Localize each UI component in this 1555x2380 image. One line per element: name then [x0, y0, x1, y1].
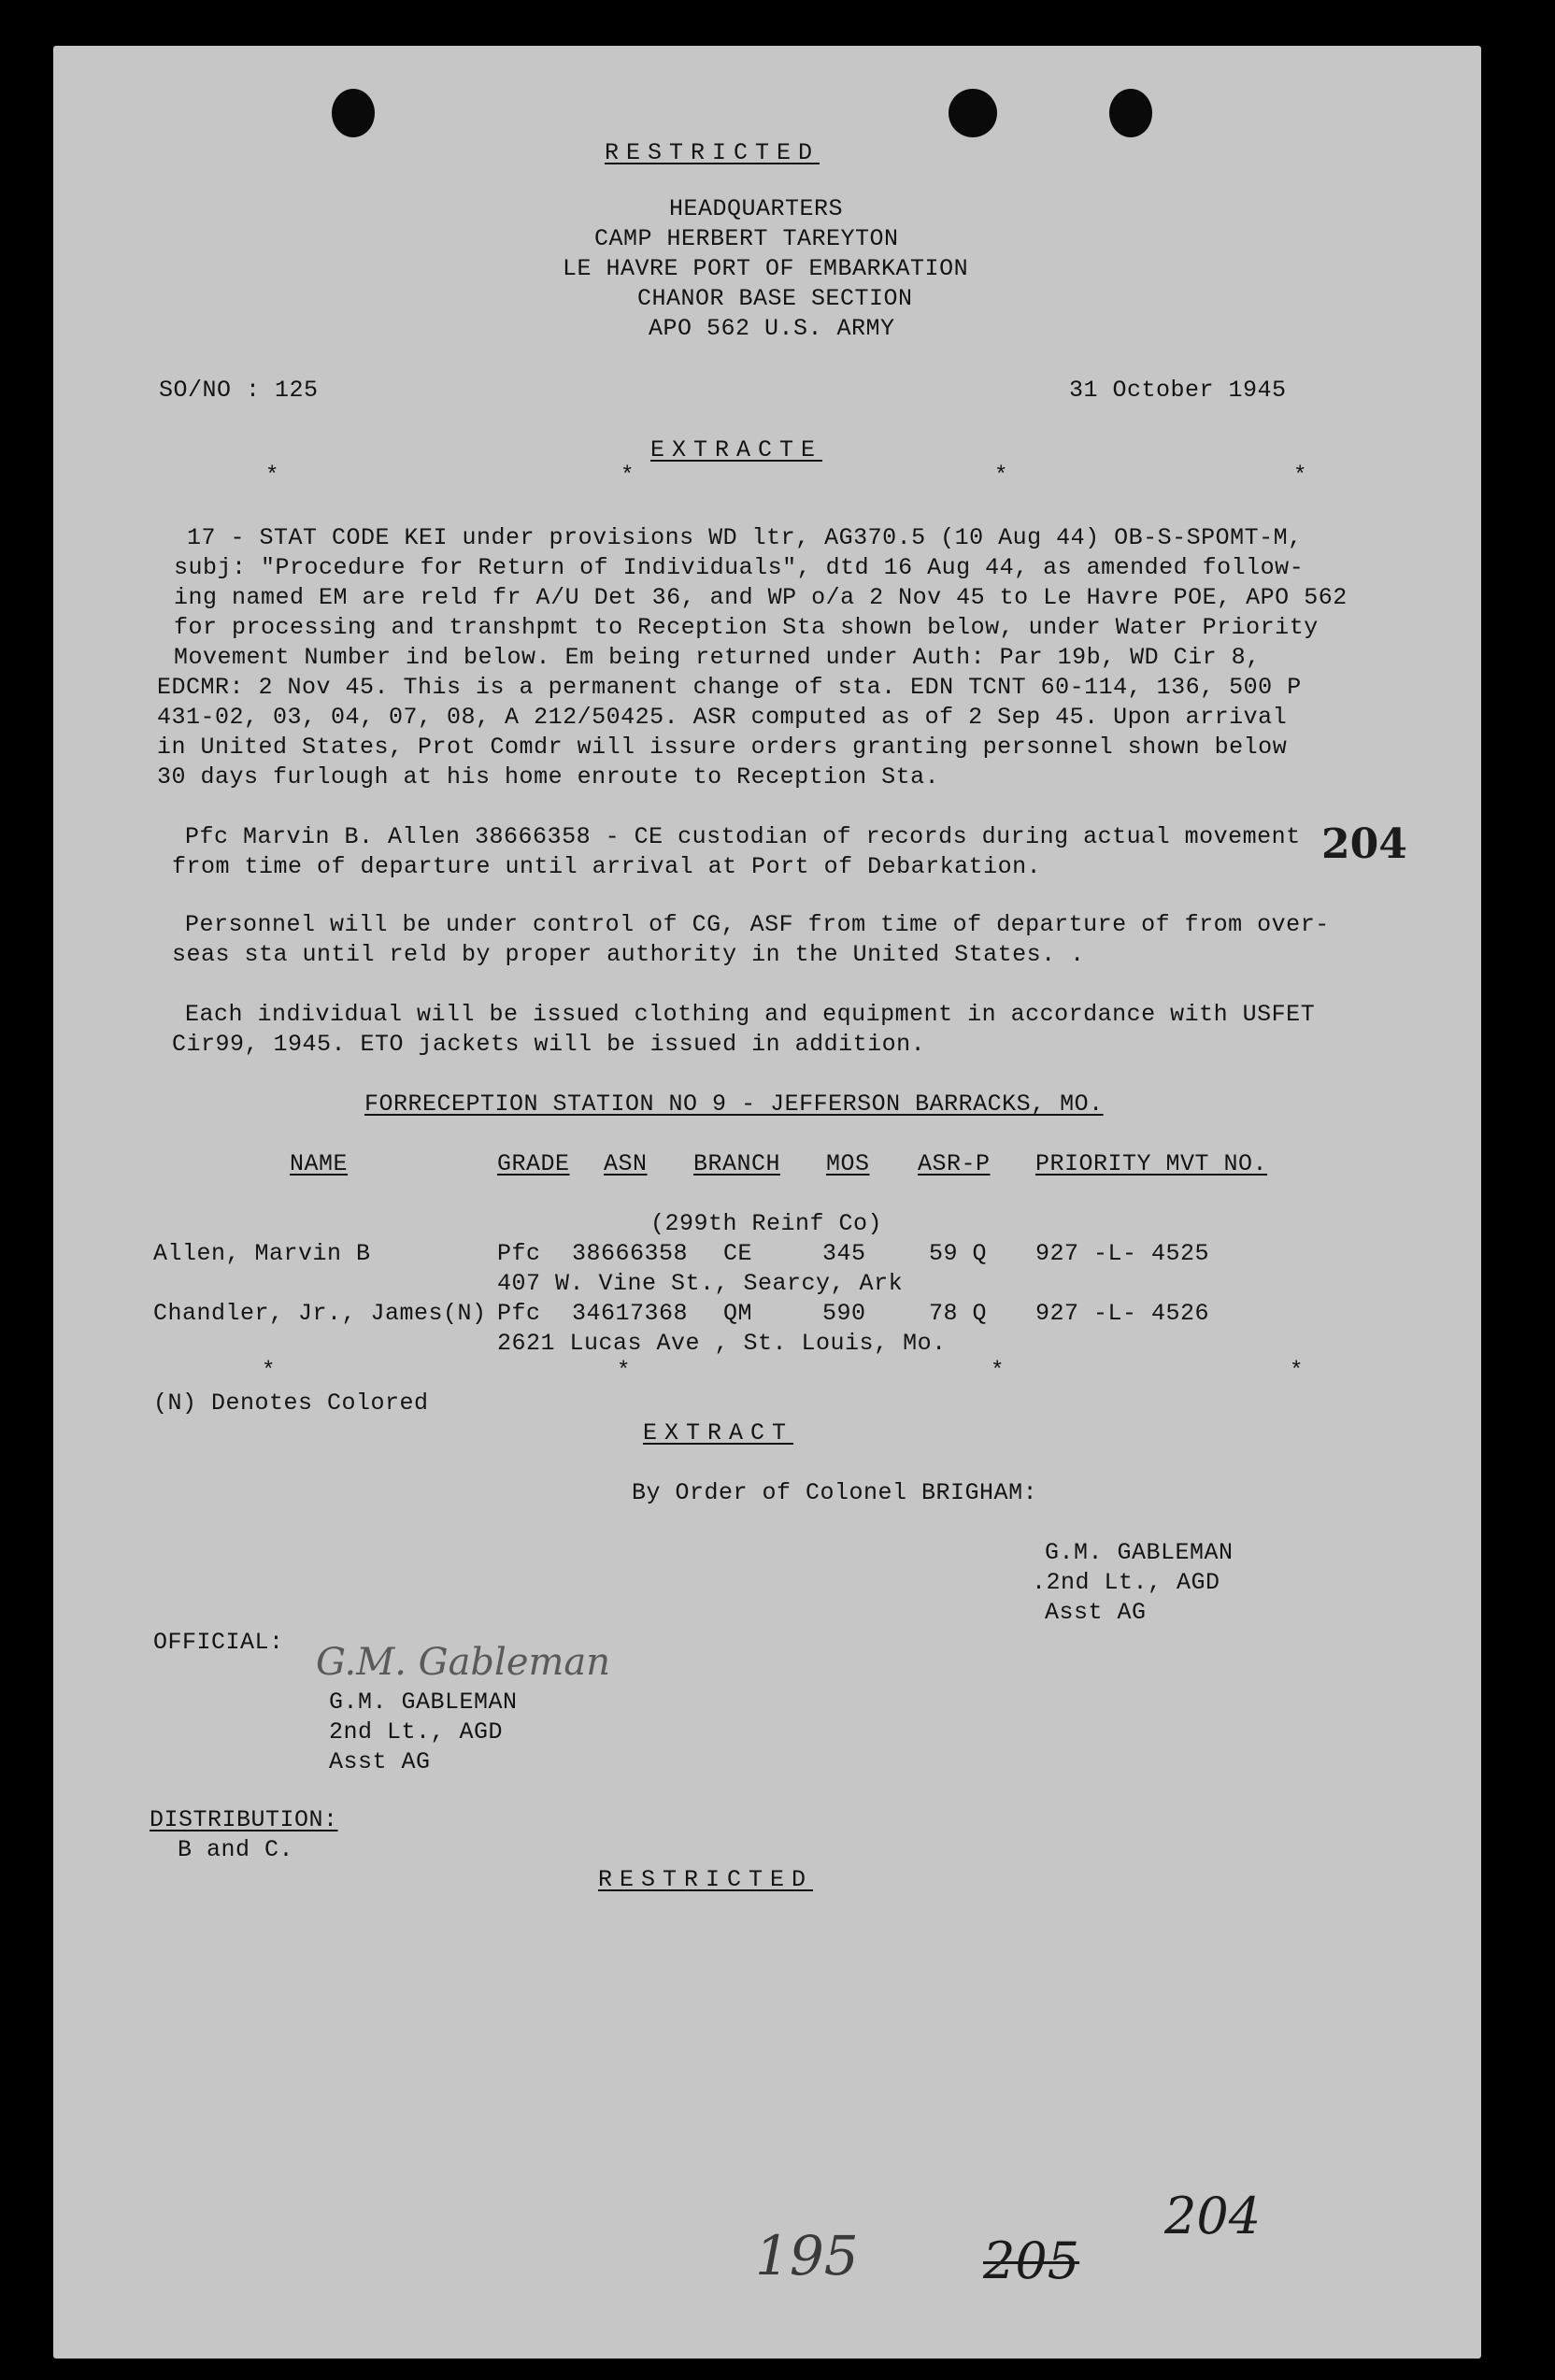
margin-stamp-number: 204 — [1321, 820, 1407, 868]
row-1-asn: 38666358 — [572, 1240, 689, 1267]
distribution-label: DISTRIBUTION: — [150, 1806, 338, 1833]
row-1-priority: 927 -L- 4525 — [1035, 1240, 1210, 1267]
col-header-priority: PRIORITY MVT NO. — [1035, 1150, 1268, 1177]
handwritten-signature: G.M. Gableman — [316, 1641, 611, 1684]
col-header-asr: ASR-P — [918, 1150, 991, 1177]
row-2-asn: 34617368 — [572, 1300, 689, 1327]
paragraph-17-line: 30 days furlough at his home enroute to Reception Sta. — [157, 763, 940, 791]
clothing-line: Each individual will be issued clothing and equipment in accordance with USFET — [185, 1001, 1316, 1028]
handwritten-page-number-left: 195 — [755, 2224, 859, 2287]
row-1-grade: Pfc — [497, 1240, 541, 1267]
separator-star: * — [262, 1359, 276, 1384]
classification-bottom: RESTRICTED — [598, 1866, 814, 1893]
row-2-asr: 78 Q — [929, 1300, 988, 1327]
signer-rank: .2nd Lt., AGD — [1032, 1569, 1220, 1596]
header-line-5: APO 562 U.S. ARMY — [649, 315, 895, 342]
signer-title: Asst AG — [1045, 1599, 1147, 1626]
handwritten-page-number: 204 — [1164, 2187, 1262, 2245]
paragraph-17-line: EDCMR: 2 Nov 45. This is a permanent change of sta. EDN TCNT 60-114, 136, 500 P — [157, 674, 1302, 701]
extract-closing: EXTRACT — [643, 1419, 794, 1447]
paragraph-17-line: Movement Number ind below. Em being returned under Auth: Par 19b, WD Cir 8, — [174, 644, 1261, 671]
paragraph-17-line: 17 - STAT CODE KEI under provisions WD ltr, AG370.5 (10 Aug 44) OB-S-SPOMT-M, — [187, 524, 1303, 551]
paragraph-17-line: in United States, Prot Comdr will issure orders granting personnel shown below — [157, 734, 1288, 761]
struck-page-number: 205 — [983, 2231, 1080, 2290]
separator-star: * — [991, 1359, 1005, 1384]
custodian-line: from time of departure until arrival at Port of Debarkation. — [172, 853, 1042, 880]
signer-name: G.M. GABLEMAN — [1045, 1539, 1234, 1566]
punch-hole-right — [1109, 89, 1152, 137]
separator-star: * — [617, 1359, 631, 1384]
punch-hole-left — [332, 89, 375, 137]
control-line: Personnel will be under control of CG, ASF from time of departure of from over- — [185, 911, 1330, 938]
separator-star: * — [1290, 1359, 1304, 1384]
official-signer-title: Asst AG — [329, 1748, 431, 1775]
header-line-3: LE HAVRE PORT OF EMBARKATION — [563, 255, 969, 282]
official-signer-name: G.M. GABLEMAN — [329, 1689, 518, 1716]
reception-station: FORRECEPTION STATION NO 9 - JEFFERSON BARRACKS, MO. — [364, 1090, 1104, 1118]
header-line-2: CAMP HERBERT TAREYTON — [594, 225, 899, 252]
paragraph-17-line: ing named EM are reld fr A/U Det 36, and WP o/a 2 Nov 45 to Le Havre POE, APO 562 — [174, 584, 1348, 611]
row-2-branch: QM — [723, 1300, 753, 1327]
row-2-name: Chandler, Jr., James(N) — [153, 1300, 487, 1327]
control-line: seas sta until reld by proper authority in the United States. . — [172, 941, 1085, 968]
row-1-mos: 345 — [822, 1240, 866, 1267]
row-1-asr: 59 Q — [929, 1240, 988, 1267]
by-order: By Order of Colonel BRIGHAM: — [632, 1479, 1038, 1506]
custodian-line: Pfc Marvin B. Allen 38666358 - CE custodian of records during actual movement — [185, 823, 1301, 850]
colored-note: (N) Denotes Colored — [153, 1390, 429, 1417]
separator-star: * — [994, 463, 1008, 489]
col-header-asn: ASN — [604, 1150, 648, 1177]
row-2-mos: 590 — [822, 1300, 866, 1327]
unit-designation: (299th Reinf Co) — [650, 1210, 883, 1237]
row-2-priority: 927 -L- 4526 — [1035, 1300, 1210, 1327]
classification-top: RESTRICTED — [605, 139, 820, 166]
row-1-address: 407 W. Vine St., Searcy, Ark — [497, 1270, 904, 1297]
order-date: 31 October 1945 — [1069, 377, 1287, 404]
special-order-number: SO/NO : 125 — [159, 377, 319, 404]
row-1-branch: CE — [723, 1240, 753, 1267]
separator-star: * — [1293, 463, 1307, 489]
col-header-branch: BRANCH — [693, 1150, 781, 1177]
col-header-mos: MOS — [826, 1150, 870, 1177]
punch-hole-center — [949, 89, 997, 137]
row-1-name: Allen, Marvin B — [153, 1240, 371, 1267]
official-label: OFFICIAL: — [153, 1629, 284, 1656]
separator-star: * — [621, 463, 635, 489]
distribution-value: B and C. — [178, 1836, 294, 1863]
separator-star: * — [265, 463, 279, 489]
row-2-grade: Pfc — [497, 1300, 541, 1327]
paragraph-17-line: subj: "Procedure for Return of Individuals", dtd 16 Aug 44, as amended follow- — [174, 554, 1305, 581]
paragraph-17-line: for processing and transhpmt to Reception Sta shown below, under Water Priority — [174, 614, 1319, 641]
col-header-name: NAME — [290, 1150, 349, 1177]
row-2-address: 2621 Lucas Ave , St. Louis, Mo. — [497, 1330, 947, 1357]
header-line-1: HEADQUARTERS — [669, 195, 844, 222]
paragraph-17-line: 431-02, 03, 04, 07, 08, A 212/50425. ASR computed as of 2 Sep 45. Upon arrival — [157, 704, 1288, 731]
col-header-grade: GRADE — [497, 1150, 570, 1177]
extract-heading: EXTRACTE — [650, 436, 823, 463]
clothing-line: Cir99, 1945. ETO jackets will be issued in addition. — [172, 1031, 926, 1058]
header-line-4: CHANOR BASE SECTION — [637, 285, 913, 312]
official-signer-rank: 2nd Lt., AGD — [329, 1718, 504, 1746]
